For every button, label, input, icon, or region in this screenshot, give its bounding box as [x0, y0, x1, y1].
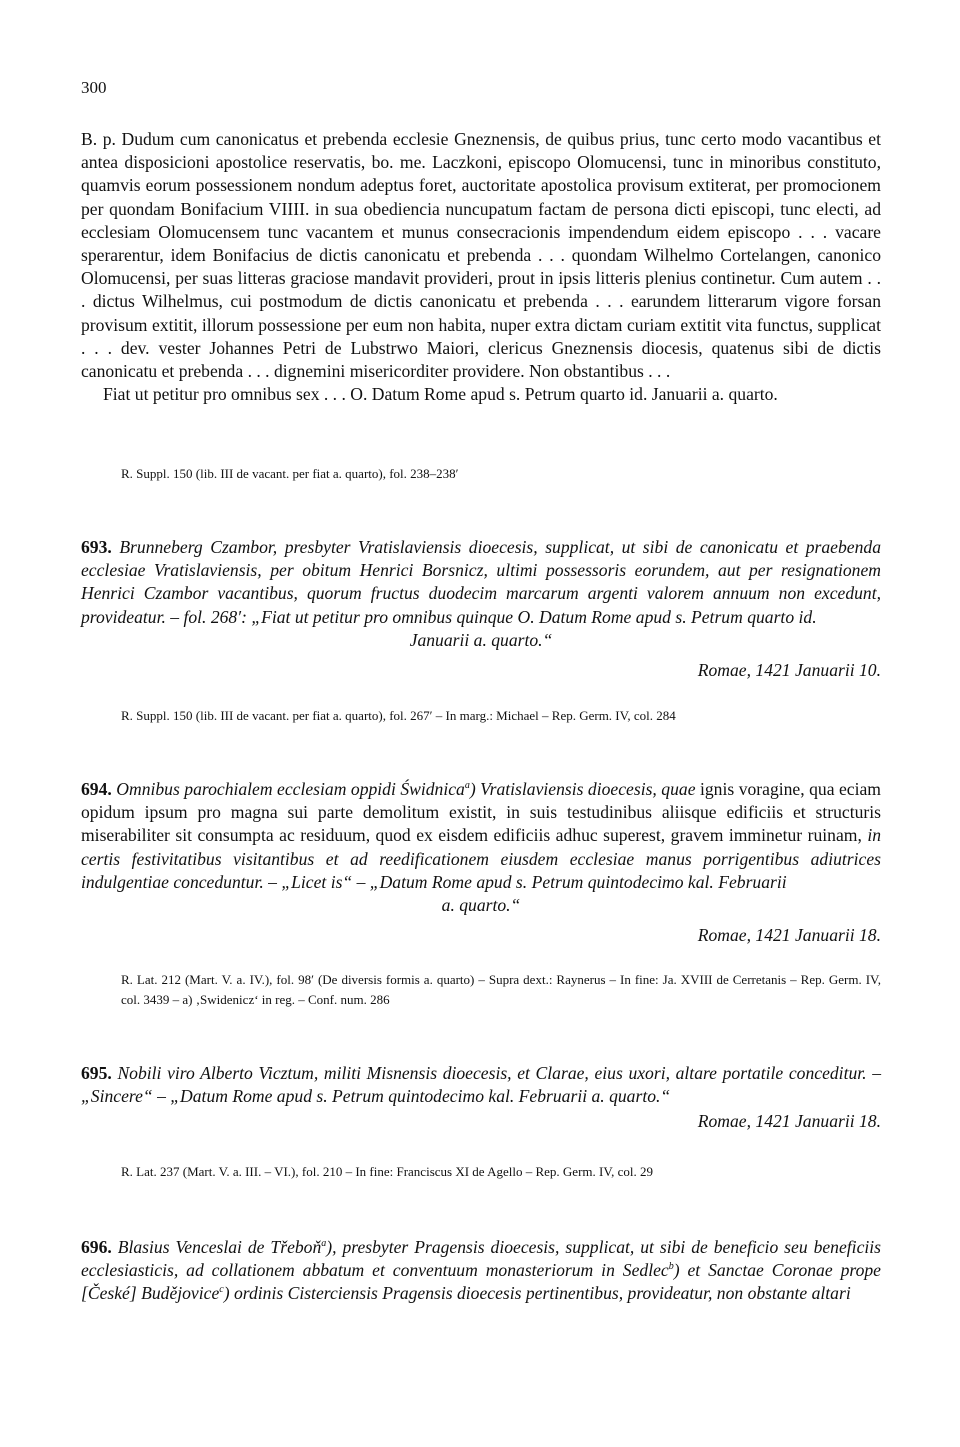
continuation-source — [81, 464, 881, 484]
entry-693-source — [81, 706, 881, 726]
entry-694-source — [81, 970, 881, 1010]
entry-number: 696. — [81, 1237, 112, 1257]
entry-693-text: Brunneberg Czambor, presbyter Vratislaviensis dioecesis, supplicat, ut sibi de canonicatu et praebenda ecclesiae Vratislaviensis, per obitum Henrici Borsnicz, ultimi possessoris eorundem, aut per resignationem Henrici Czambor vacantibus, quorum fructus duodecim marcarum argenti valorem annuum non excedunt, provideatur. – fol. 268′: „Fiat ut petitur pro omnibus quinque O. Datum Rome apud s. Petrum quarto id. — [81, 537, 881, 627]
entry-693-date: Romae, 1421 Januarii 10. — [697, 660, 881, 681]
entry-number: 693. — [81, 537, 112, 557]
entry-694-date: Romae, 1421 Januarii 18. — [697, 925, 881, 946]
entry-696-body: 696. Blasius Venceslai de Třeboň$^a$), presbyter Pragensis dioecesis, supplicat, ut sibi de beneficio seu beneficiis ecclesiasticis, ad collationem abbatum et conventuum monasteriorum in Sedlec$^b$) et Sanctae Coronae prope [České] Budějovice$^c$) ordinis Cisterciensis Pragensis dioecesis pertinentibus, provideatur, non obstante altari — [81, 1237, 881, 1304]
entry-695-body: 695. Nobili viro Alberto Vicztum, militi Misnensis dioecesis, et Clarae, eius uxori, altare portatile conceditur. – „Sincere“ – „Datum Rome apud s. Petrum quintodecimo kal. Februarii a. quarto.“ — [81, 1063, 881, 1107]
source-note: R. Suppl. 150 (lib. III de vacant. per fiat a. quarto), fol. 267′ – In marg.: Michael – Rep. Germ. IV, col. 284 — [121, 708, 676, 723]
entry-694-last-line: a. quarto.“ — [441, 895, 521, 916]
entry-696 — [81, 1236, 881, 1306]
entry-695 — [81, 1062, 881, 1134]
continuation-text: B. p. Dudum cum canonicatus et prebenda ecclesie Gneznensis, de quibus prius, tunc certo modo vacantibus et antea disposicioni apostolice reservatis, bo. me. Laczkoni, episcopo Olomucensi, tunc in minoribus constituto, quamvis eorum possessionem nondum adeptus foret, auctoritate apostolica provisum extiterat, per promocionem per quondam Bonifacium VIIII. in sua obediencia nuncupatum factam de persona dicti episcopi, tunc electi, ad ecclesiam Olomucensem tunc vacantem et munus consecracionis impendendum eidem episcopo . . . vacare sperarentur, idem Bonifacius de dictis canonicatu et prebenda . . . quondam Wilhelmo Cortelangen, canonico Olomucensi, per suas litteras graciose mandavit provideri, prout in ipsis litteris plenius continetur. Cum autem . . . dictus Wilhelmus, cui postmodum de dictis canonicatu et prebenda . . . earundem litterarum vigore forsan provisum extitit, illorum possessione per eum non habita, nuper extra dictam curiam extitit vita functus, supplicat . . . dev. vester Johannes Petri de Lubstrwo Maiori, clericus Gneznensis diocesis, quatenus sibi de dictis canonicatu et prebenda . . . dignemini misericorditer providere. Non obstantibus . . . — [81, 129, 881, 382]
footnote-marker-b: b — [668, 1261, 674, 1273]
footnote-marker-a: a — [464, 780, 470, 792]
entry-693-body — [81, 536, 881, 629]
page-number: 300 — [81, 78, 107, 97]
source-note: R. Lat. 237 (Mart. V. a. III. – VI.), fol. 210 – In fine: Franciscus XI de Agello – Rep. Germ. IV, col. 29 — [121, 1164, 653, 1179]
entry-694 — [81, 778, 881, 947]
entry-693-last-line: Januarii a. quarto.“ — [409, 629, 553, 650]
source-note: R. Lat. 212 (Mart. V. a. IV.), fol. 98′ (De diversis formis a. quarto) – Supra dext.: Raynerus – In fine: Ja. XVIII de Cerretanis – Rep. Germ. IV, col. 3439 – a) ‚Swidenicz‘ in reg. – Conf. num. 286 — [121, 972, 881, 1007]
footnote-marker-c: c — [219, 1284, 224, 1296]
continuation-fiat: Fiat ut petitur pro omnibus sex . . . O. Datum Rome apud s. Petrum quarto id. Januarii a. quarto. — [103, 384, 778, 405]
source-note: R. Suppl. 150 (lib. III de vacant. per fiat a. quarto), fol. 238–238′ — [121, 466, 459, 481]
entry-695-source — [81, 1162, 881, 1182]
footnote-marker-a: a — [321, 1238, 327, 1250]
entry-693 — [81, 536, 881, 682]
entry-number: 694. — [81, 779, 112, 799]
entry-number: 695. — [81, 1063, 112, 1083]
entry-continuation — [81, 128, 881, 406]
entry-695-date: Romae, 1421 Januarii 18. — [697, 1111, 881, 1132]
entry-694-body: 694. Omnibus parochialem ecclesiam oppidi Świdnica$^a$) Vratislaviensis dioecesis, quae ignis voragine, qua eciam opidum ipsum pro magna sui parte demolitum existit, in suis testudinibus aliisque edificiis et structuris miserabiliter sit consumpta ac residuum, quod ex eisdem edificiis adhuc superest, gravem imminetur ruinam, in certis festivitatibus visitantibus et ad reedificationem eiusdem ecclesiae manus porrigentibus adiutrices indulgentiae conceduntur. – „Licet is“ – „Datum Rome apud s. Petrum quintodecimo kal. Februarii — [81, 779, 881, 892]
